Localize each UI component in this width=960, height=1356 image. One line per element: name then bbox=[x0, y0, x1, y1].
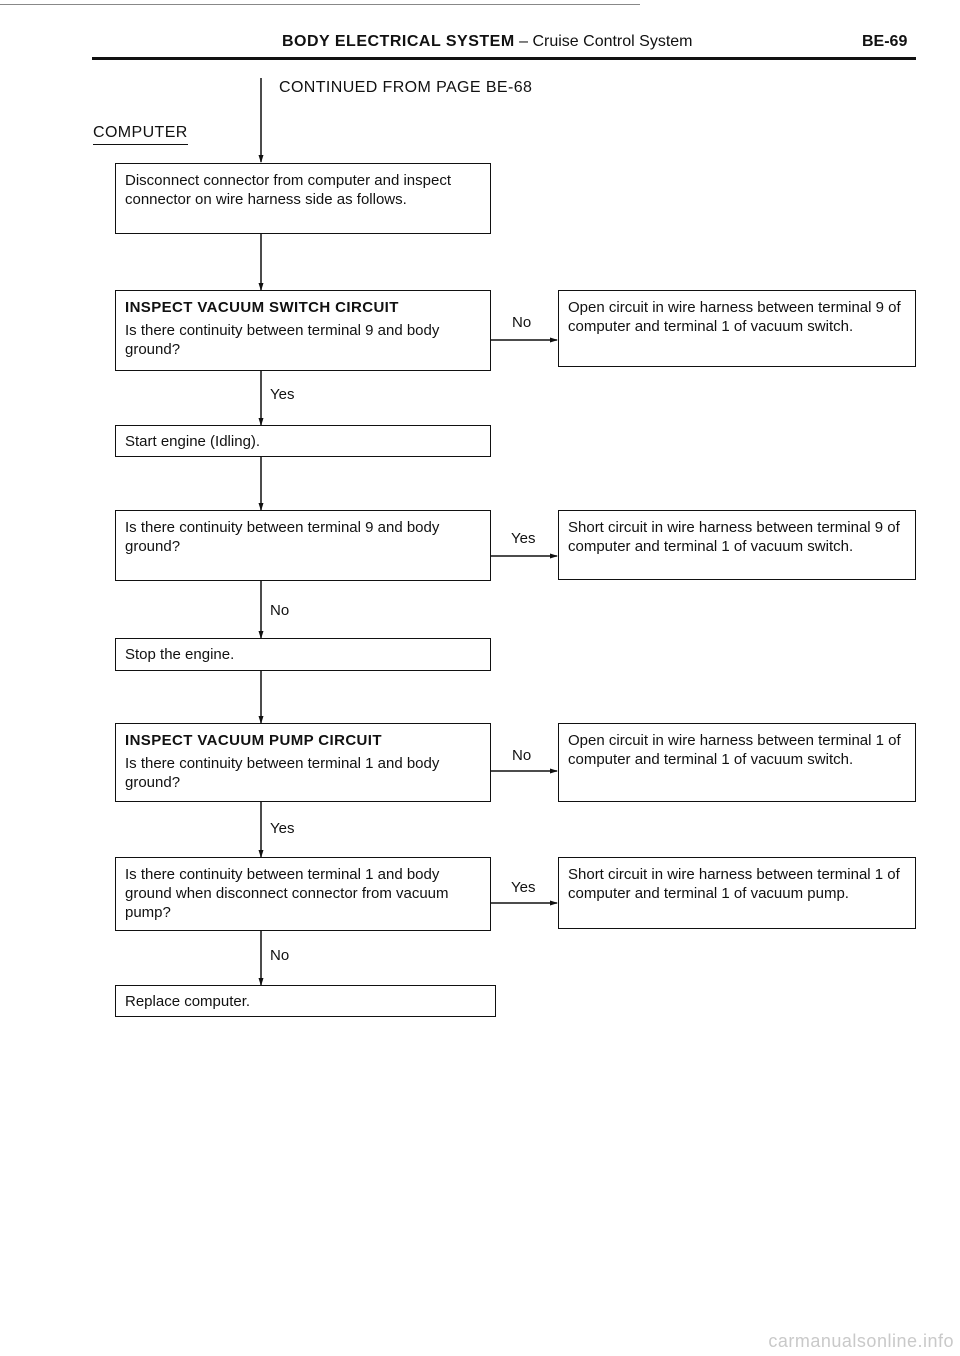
branch-label-no-4: No bbox=[270, 947, 290, 964]
step-start-engine: Start engine (Idling). bbox=[115, 425, 491, 457]
result-open-circuit-terminal-1: Open circuit in wire harness between terminal 1 of computer and terminal 1 of vacuum switch. bbox=[558, 723, 916, 802]
watermark-text: carmanualsonline.info bbox=[768, 1331, 954, 1351]
branch-label-yes-4: Yes bbox=[511, 879, 536, 896]
step-continuity-q2: Is there continuity between terminal 9 and body ground? bbox=[115, 510, 491, 581]
result-open-circuit-vacuum-switch: Open circuit in wire harness between terminal 9 of computer and terminal 1 of vacuum switch. bbox=[558, 290, 916, 367]
step-disconnect-connector: Disconnect connector from computer and inspect connector on wire harness side as follows. bbox=[115, 163, 491, 234]
continued-note: CONTINUED FROM PAGE BE-68 bbox=[279, 79, 533, 96]
vacuum-pump-question: Is there continuity between terminal 1 and body ground? bbox=[125, 755, 440, 791]
branch-label-no-3: No bbox=[512, 747, 532, 764]
step-inspect-vacuum-switch bbox=[115, 290, 491, 371]
result-short-circuit-vacuum-switch: Short circuit in wire harness between terminal 9 of computer and terminal 1 of vacuum switch. bbox=[558, 510, 916, 580]
vacuum-switch-question: Is there continuity between terminal 9 and body ground? bbox=[125, 322, 440, 358]
result-short-circuit-vacuum-pump: Short circuit in wire harness between terminal 1 of computer and terminal 1 of vacuum pump. bbox=[558, 857, 916, 929]
branch-label-yes-3: Yes bbox=[270, 820, 295, 837]
page-number: BE-69 bbox=[862, 33, 908, 50]
step-stop-engine: Stop the engine. bbox=[115, 638, 491, 671]
step-replace-computer: Replace computer. bbox=[115, 985, 496, 1017]
branch-label-no-2: No bbox=[270, 602, 290, 619]
header-separator: – bbox=[514, 33, 533, 50]
section-label-computer: COMPUTER bbox=[93, 124, 188, 145]
branch-label-no-1: No bbox=[512, 314, 532, 331]
branch-label-yes-2: Yes bbox=[511, 530, 536, 547]
branch-label-yes-1: Yes bbox=[270, 386, 295, 403]
vacuum-switch-title: INSPECT VACUUM SWITCH CIRCUIT bbox=[125, 299, 399, 316]
step-inspect-vacuum-pump bbox=[115, 723, 491, 802]
vacuum-pump-title: INSPECT VACUUM PUMP CIRCUIT bbox=[125, 732, 382, 749]
step-continuity-q4: Is there continuity between terminal 1 and body ground when disconnect connector from vacuum pump? bbox=[115, 857, 491, 931]
header-section: BODY ELECTRICAL SYSTEM bbox=[282, 33, 515, 50]
header-subsection: Cruise Control System bbox=[532, 33, 693, 50]
